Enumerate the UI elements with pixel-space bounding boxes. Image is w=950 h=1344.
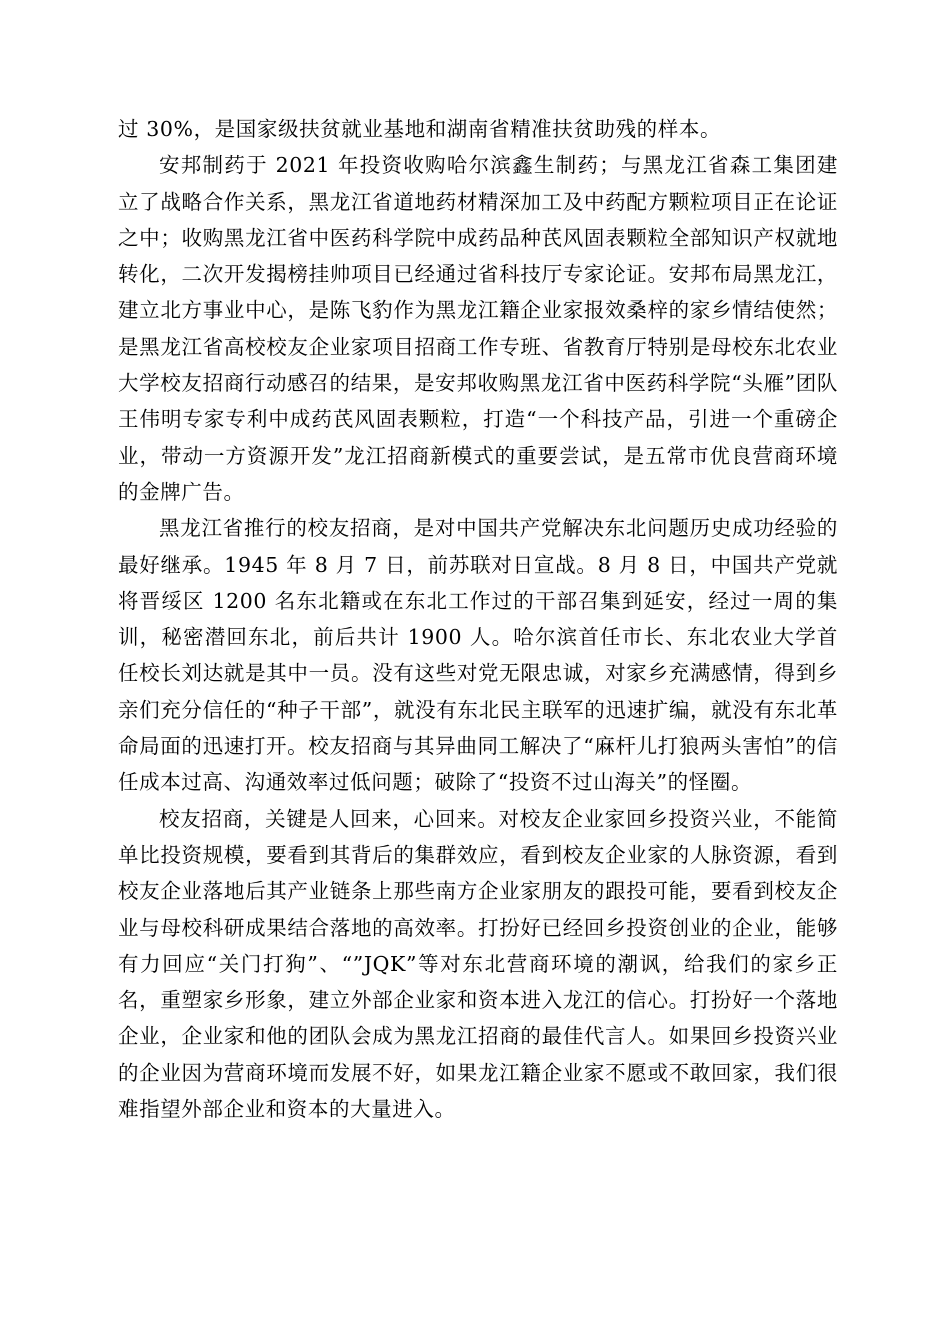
- paragraph-continuation: 过 30%，是国家级扶贫就业基地和湖南省精准扶贫助残的样本。: [118, 117, 722, 141]
- document-body: [118, 111, 838, 1127]
- paragraph-alumni-investment-history: 黑龙江省推行的校友招商，是对中国共产党解决东北问题历史成功经验的最好继承。1945 年 8 月 7 日，前苏联对日宣战。8 月 8 日，中国共产党就将晋绥区 1200 名东北籍或在东北工作过的干部召集到延安，经过一周的集训，秘密潜回东北，前后共计 1900 人。哈尔滨首任市长、东北农业大学首任校长刘达就是其中一员。没有这些对党无限忠诚，对家乡充满感情，得到乡亲们充分信任的“种子干部”，就没有东北民主联军的迅速扩编，就没有东北革命局面的迅速打开。校友招商与其异曲同工解决了“麻杆儿打狼两头害怕”的信任成本过高、沟通效率过低问题；破除了“投资不过山海关”的怪圈。: [118, 516, 838, 795]
- paragraph-alumni-investment-key: 校友招商，关键是人回来，心回来。对校友企业家回乡投资兴业，不能简单比投资规模，要看到其背后的集群效应，看到校友企业家的人脉资源，看到校友企业落地后其产业链条上那些南方企业家朋友的跟投可能，要看到校友企业与母校科研成果结合落地的高效率。打扮好已经回乡投资创业的企业，能够有力回应“关门打狗”、“”JQK”等对东北营商环境的潮讽，给我们的家乡正名，重塑家乡形象，建立外部企业家和资本进入龙江的信心。打扮好一个落地企业，企业家和他的团队会成为黑龙江招商的最佳代言人。如果回乡投资兴业的企业因为营商环境而发展不好，如果龙江籍企业家不愿或不敢回家，我们很难指望外部企业和资本的大量进入。: [118, 806, 838, 1122]
- paragraph-anbang-pharma: 安邦制药于 2021 年投资收购哈尔滨鑫生制药；与黑龙江省森工集团建立了战略合作关系，黑龙江省道地药材精深加工及中药配方颗粒项目正在论证之中；收购黑龙江省中医药科学院中成药品种芪风固表颗粒全部知识产权就地转化，二次开发揭榜挂帅项目已经通过省科技厅专家论证。安邦布局黑龙江，建立北方事业中心，是陈飞豹作为黑龙江籍企业家报效桑梓的家乡情结使然；是黑龙江省高校校友企业家项目招商工作专班、省教育厅特别是母校东北农业大学校友招商行动感召的结果，是安邦收购黑龙江省中医药科学院“头雁”团队王伟明专家专利中成药芪风固表颗粒，打造“一个科技产品，引进一个重磅企业，带动一方资源开发”龙江招商新模式的重要尝试，是五常市优良营商环境的金牌广告。: [118, 153, 838, 504]
